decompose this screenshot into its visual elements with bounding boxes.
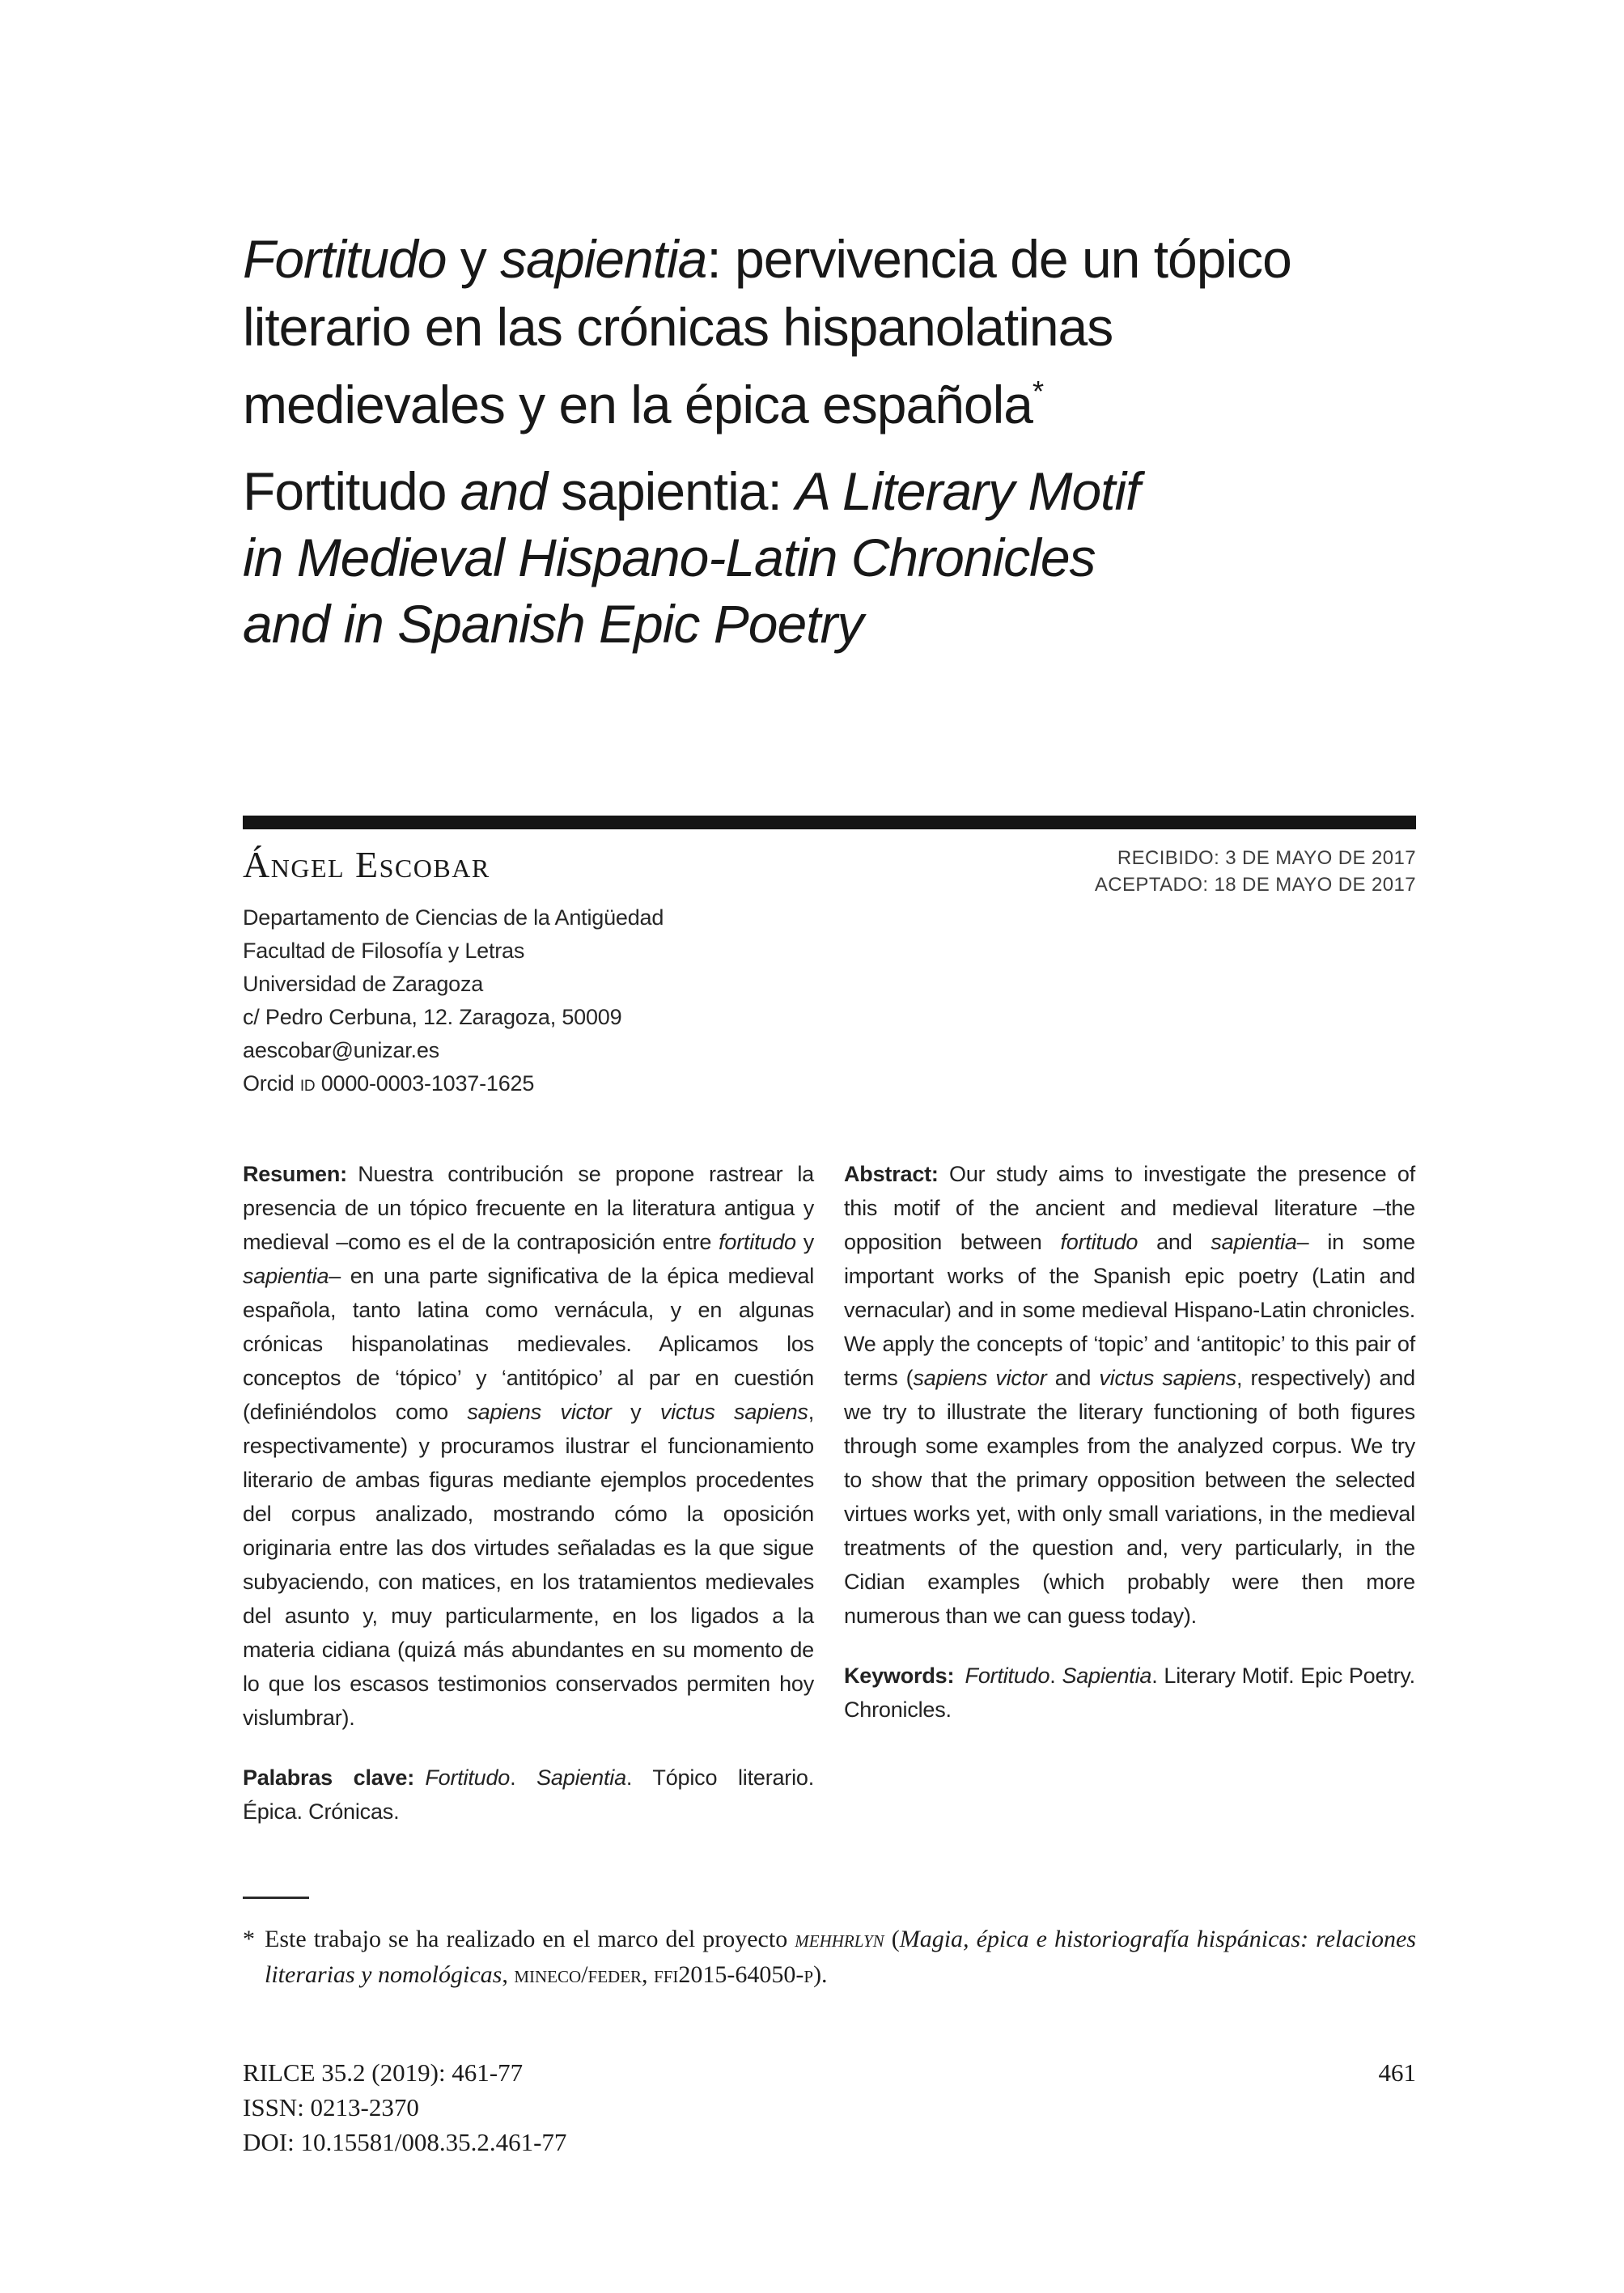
page-footer [243, 2055, 1416, 2159]
palabras-clave-paragraph: Palabras clave: Fortitudo. Sapientia. Tópico literario. Épica. Crónicas. [243, 1765, 815, 1824]
section-divider-bar [243, 816, 1416, 829]
author-affiliation [243, 901, 1416, 1100]
abstract-columns [243, 1157, 1416, 1829]
affiliation-department: Departamento de Ciencias de la Antigüedad [243, 905, 664, 930]
author-name: Ángel Escobar [243, 844, 490, 885]
author-row [243, 845, 1416, 898]
title-spanish: Fortitudo y sapientia: pervivencia de un tópico literario en las crónicas hispanolatinas medievales y en la épica española* [243, 229, 1291, 434]
issn-line: ISSN: 0213-2370 [243, 2093, 419, 2121]
abstract-column [844, 1157, 1415, 1829]
footnote [243, 1897, 1416, 1993]
affiliation-faculty: Facultad de Filosofía y Letras [243, 939, 525, 963]
doi-line: DOI: 10.15581/008.35.2.461-77 [243, 2128, 567, 2156]
footnote-rule [243, 1897, 309, 1899]
affiliation-street: c/ Pedro Cerbuna, 12. Zaragoza, 50009 [243, 1005, 622, 1029]
abstract-paragraph: Abstract: Our study aims to investigate the presence of this motif of the ancient and medieval literature –the opposition between fortitudo and sapientia– in some important works of the Spanish epic poetry (Latin and vernacular) and in some medieval Hispano-Latin chronicles. We apply the concepts of ‘topic’ and ‘antitopic’ to this pair of terms (sapiens victor and victus sapiens, respectively) and we try to illustrate the literary functioning of both figures through some examples from the analyzed corpus. We try to show that the primary opposition between the selected virtues works yet, with only small variations, in the medieval treatments of the question and, very particularly, in the Cidian examples (which probably were then more numerous than we can guess today). [844, 1162, 1415, 1628]
author-email: aescobar@unizar.es [243, 1038, 439, 1062]
keywords-paragraph: Keywords: Fortitudo. Sapientia. Literary Motif. Epic Poetry. Chronicles. [844, 1664, 1415, 1722]
footnote-marker: * [243, 1926, 255, 1952]
accepted-date: ACEPTADO: 18 DE MAYO DE 2017 [1094, 874, 1416, 896]
resumen-column [243, 1157, 814, 1829]
resumen-paragraph: Resumen: Nuestra contribución se propone rastrear la presencia de un tópico frecuente en la literatura antigua y medieval –como es el de la contraposición entre fortitudo y sapientia– en una parte significativa de la épica medieval española, tanto latina como vernácula, y en algunas crónicas hispanolatinas medievales. Aplicamos los conceptos de ‘tópico’ y ‘antitópico’ al par en cuestión (definiéndolos como sapiens victor y victus sapiens, respectivamente) y procuramos ilustrar el funcionamiento literario de ambas figuras mediante ejemplos procedentes del corpus analizado, mostrando cómo la oposición originaria entre las dos virtudes señaladas es la que sigue subyaciendo, con matices, en los tratamientos medievales del asunto y, muy particularmente, en los ligados a la materia cidiana (quizá más abundantes en su momento de lo que los escasos testimonios conservados permiten hoy vislumbrar). [243, 1162, 814, 1730]
footnote-text: Este trabajo se ha realizado en el marco del proyecto mehhrlyn (Magia, épica e historiografía hispánicas: relaciones literarias y nomológicas, mineco/feder, ffi2015-64050-p). [265, 1926, 1416, 1988]
page-number: 461 [1378, 2058, 1416, 2087]
received-date: RECIBIDO: 3 DE MAYO DE 2017 [1117, 847, 1416, 869]
journal-citation: RILCE 35.2 (2019): 461-77 [243, 2058, 524, 2087]
author-orcid: Orcid id 0000-0003-1037-1625 [243, 1071, 535, 1096]
submission-dates [1095, 845, 1416, 898]
affiliation-university: Universidad de Zaragoza [243, 972, 484, 996]
title-english: Fortitudo and sapientia: A Literary Motif in Medieval Hispano-Latin Chronicles and in Spanish Epic Poetry [243, 461, 1140, 654]
